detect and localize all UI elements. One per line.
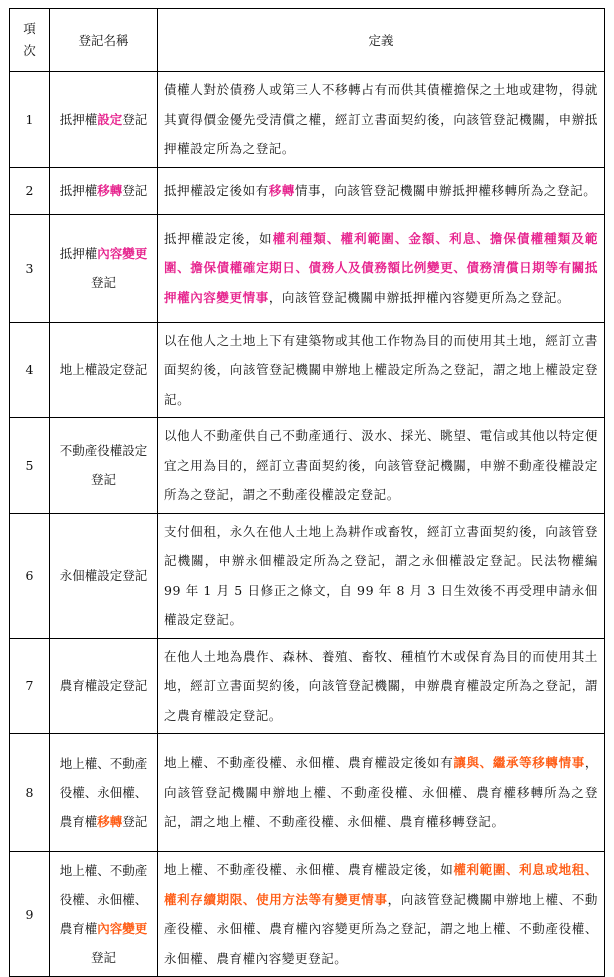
registration-name-suffix: 登記 bbox=[90, 275, 116, 290]
definition-text: 抵押權設定後，如 bbox=[164, 230, 273, 246]
header-definition: 定義 bbox=[158, 9, 605, 72]
row-registration-name bbox=[50, 513, 158, 638]
row-item-number: 1 bbox=[10, 72, 50, 168]
registration-name-highlight: 設定 bbox=[97, 111, 123, 127]
row-registration-name bbox=[50, 167, 158, 214]
registration-definitions-document bbox=[9, 8, 605, 977]
row-definition bbox=[158, 734, 605, 852]
header-registration-name: 登記名稱 bbox=[50, 9, 158, 72]
row-registration-name bbox=[50, 734, 158, 852]
row-definition bbox=[158, 513, 605, 638]
row-definition bbox=[158, 167, 605, 214]
table-header-row bbox=[10, 9, 605, 72]
row-item-number: 6 bbox=[10, 513, 50, 638]
registration-name-text: 抵押權 bbox=[59, 246, 98, 261]
registration-name-text: 永佃權設定登記 bbox=[59, 568, 148, 583]
definition-text: 以他人不動產供自己不動產通行、汲水、採光、眺望、電信或其他以特定便宜之用為目的，經訂立書面契約後，向該管登記機關，申辦不動產役權設定所為之登記，謂之不動產役權設定登記。 bbox=[164, 428, 598, 502]
row-item-number: 9 bbox=[10, 852, 50, 977]
registration-name-highlight: 內容變更 bbox=[97, 246, 148, 261]
row-definition bbox=[158, 214, 605, 322]
definition-highlight: 權利範圍、利息或地租、權利存續期限、使用方法等有變更情事 bbox=[164, 862, 599, 907]
registration-name-text: 抵押權 bbox=[59, 183, 98, 198]
definition-text: 債權人對於債務人或第三人不移轉占有而供其債權擔保之土地或建物，得就其賣得價金優先受清償之權，經訂立書面契約後，向該管登記機關，申辦抵押權設定所為之登記。 bbox=[164, 82, 598, 156]
row-definition bbox=[158, 72, 605, 168]
row-registration-name bbox=[50, 214, 158, 322]
registration-name-suffix: 登記 bbox=[122, 111, 148, 127]
header-item-number-line1: 項 bbox=[23, 21, 36, 36]
row-registration-name bbox=[50, 638, 158, 734]
registration-definitions-table bbox=[9, 8, 605, 977]
registration-name-suffix: 登記 bbox=[122, 814, 148, 829]
table-row bbox=[10, 852, 605, 977]
table-row bbox=[10, 638, 605, 734]
definition-text: 以在他人之土地上下有建築物或其他工作物為目的而使用其土地，經訂立書面契約後，向該管登記機關申辦地上權設定所為之登記，謂之地上權設定登記。 bbox=[164, 332, 598, 407]
registration-name-text: 地上權、不動產役權、永佃權、農育權 bbox=[59, 756, 148, 829]
registration-name-suffix: 登記 bbox=[90, 950, 116, 965]
row-registration-name bbox=[50, 322, 158, 418]
row-registration-name bbox=[50, 72, 158, 168]
registration-name-highlight: 移轉 bbox=[97, 814, 123, 829]
row-item-number: 2 bbox=[10, 167, 50, 214]
table-row bbox=[10, 513, 605, 638]
header-item-number bbox=[10, 9, 50, 72]
definition-text: 支付佃租，永久在他人土地上為耕作或畜牧，經訂立書面契約後，向該管登記機關，申辦永佃權設定所為之登記，謂之永佃權設定登記。民法物權編 99 年 1 月 5 日修正之條文，自 99 年 8 月 3 日生效後不再受理申請永佃權設定登記。 bbox=[164, 523, 598, 627]
table-row bbox=[10, 167, 605, 214]
table-row bbox=[10, 72, 605, 168]
row-item-number: 8 bbox=[10, 734, 50, 852]
definition-text: ，向該管登記機關申辦抵押權內容變更所為之登記。 bbox=[268, 289, 571, 305]
row-definition bbox=[158, 418, 605, 514]
definition-text: ，向該管登記機關申辦地上權、不動產役權、永佃權、農育權移轉所為之登記，謂之地上權、不動產役權、永佃權、農育權移轉登記。 bbox=[164, 755, 598, 830]
definition-highlight: 權利種類、權利範圍、金額、利息、擔保債權種類及範圍、擔保債權確定期日、債務人及債務額比例變更、債務清償日期等有關抵押權內容變更情事 bbox=[164, 230, 598, 305]
registration-name-suffix: 登記 bbox=[122, 183, 148, 198]
definition-text: ，向該管登記機關申辦地上權、不動產役權、永佃權、農育權內容變更所為之登記，謂之地上權、不動產役權、永佃權、農育權內容變更登記。 bbox=[164, 891, 599, 966]
row-registration-name bbox=[50, 852, 158, 977]
definition-text: 地上權、不動產役權、永佃權、農育權設定後如有 bbox=[164, 755, 454, 771]
definition-text: 地上權、不動產役權、永佃權、農育權設定後，如 bbox=[164, 862, 454, 877]
definition-text: 情事，向該管登記機關申辦抵押權移轉所為之登記。 bbox=[295, 182, 597, 198]
table-row bbox=[10, 418, 605, 514]
definition-text: 抵押權設定後如有 bbox=[164, 182, 269, 198]
row-item-number: 3 bbox=[10, 214, 50, 322]
registration-name-text: 不動產役權設定登記 bbox=[59, 443, 148, 488]
row-definition bbox=[158, 322, 605, 418]
table-row bbox=[10, 214, 605, 322]
header-item-number-line2: 次 bbox=[23, 43, 36, 58]
row-item-number: 4 bbox=[10, 322, 50, 418]
registration-name-text: 農育權設定登記 bbox=[59, 678, 148, 694]
registration-name-text: 地上權、不動產役權、永佃權、農育權 bbox=[59, 863, 148, 936]
definition-highlight: 移轉 bbox=[268, 182, 296, 198]
definition-text: 在他人土地為農作、森林、養殖、畜牧、種植竹木或保育為目的而使用其土地，經訂立書面契約後，向該管登記機關，申辦農育權設定所為之登記，謂之農育權設定登記。 bbox=[164, 648, 598, 723]
registration-name-highlight: 內容變更 bbox=[97, 921, 148, 936]
table-row bbox=[10, 322, 605, 418]
row-item-number: 5 bbox=[10, 418, 50, 514]
registration-name-text: 抵押權 bbox=[59, 111, 98, 127]
row-definition bbox=[158, 638, 605, 734]
row-definition bbox=[158, 852, 605, 977]
definition-highlight: 讓與、繼承等移轉情事 bbox=[453, 755, 585, 771]
table-body bbox=[10, 72, 605, 977]
registration-name-text: 地上權設定登記 bbox=[59, 362, 148, 378]
registration-name-highlight: 移轉 bbox=[97, 183, 123, 198]
row-registration-name bbox=[50, 418, 158, 514]
table-row bbox=[10, 734, 605, 852]
row-item-number: 7 bbox=[10, 638, 50, 734]
